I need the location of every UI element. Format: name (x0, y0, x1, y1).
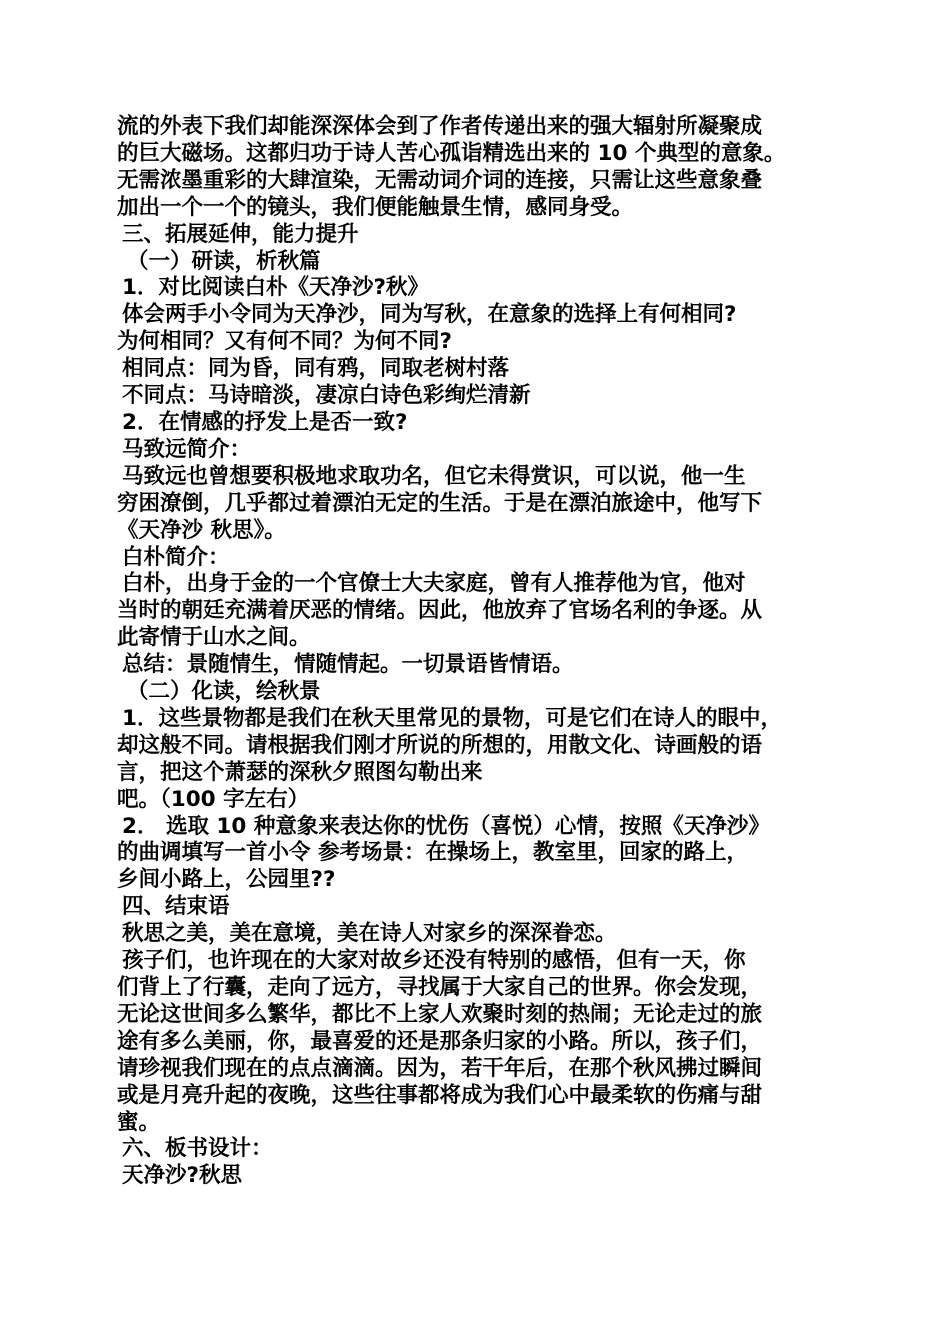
paragraph-line: 们背上了行囊，走向了远方，寻找属于大家自己的世界。你会发现， (117, 975, 763, 1000)
paragraph-line: 当时的朝廷充满着厌恶的情绪。因此，他放弃了官场名利的争逐。从 (117, 598, 763, 624)
paragraph-line: 体会两手小令同为天净沙，同为写秋，在意象的选择上有何相同? (122, 302, 737, 328)
paragraph-line: 秋思之美，美在意境，美在诗人对家乡的深深眷恋。 (122, 921, 617, 947)
document-page (117, 114, 847, 1190)
paragraph-line: 总结：景随情生，情随情起。一切景语皆情语。 (122, 652, 574, 678)
paragraph-line: 无需浓墨重彩的大肆渲染，无需动词介词的连接，只需让这些意象叠 (117, 167, 763, 193)
list-item: 2．在情感的抒发上是否一致? (122, 409, 408, 435)
paragraph-line: 的曲调填写一首小令 参考场景：在操场上，教室里，回家的路上， (117, 840, 748, 866)
list-item: 2． 选取 10 种意象来表达你的忧伤（喜悦）心情，按照《天净沙》 (122, 813, 770, 839)
subsection-heading: （一）研读，析秋篇 (127, 248, 321, 274)
paragraph-line: 或是月亮升起的夜晚，这些往事都将成为我们心中最柔软的伤痛与甜 (117, 1082, 763, 1108)
paragraph-line: 言，把这个萧瑟的深秋夕照图勾勒出来 (117, 759, 483, 785)
paragraph-line: 马致远简介： (122, 436, 252, 462)
paragraph-line: 马致远也曾想要积极地求取功名，但它未得赏识，可以说，他一生 (122, 463, 746, 489)
paragraph-line: 穷困潦倒，几乎都过着漂泊无定的生活。于是在漂泊旅途中，他写下 (117, 490, 763, 516)
paragraph-line: 白朴，出身于金的一个官僚士大夫家庭，曾有人推荐他为官，他对 (122, 571, 746, 597)
paragraph-line: 无论这世间多么繁华，都比不上家人欢聚时刻的热闹；无论走过的旅 (117, 1001, 763, 1027)
paragraph-line: 乡间小路上，公园里?? (117, 867, 336, 893)
section-heading: 三、拓展延伸，能力提升 (122, 221, 359, 247)
paragraph-line: 途有多么美丽，你，最喜爱的还是那条归家的小路。所以，孩子们， (117, 1028, 763, 1054)
paragraph-line: 流的外表下我们却能深深体会到了作者传递出来的强大辐射所凝聚成 (117, 114, 763, 139)
paragraph-line: 天净沙?秋思 (122, 1163, 242, 1189)
paragraph-line: 《天净沙 秋思》。 (117, 517, 286, 543)
section-heading: 四、结束语 (122, 894, 230, 920)
paragraph-line: 白朴简介： (122, 544, 230, 570)
list-item: 1．对比阅读白朴《天净沙?秋》 (122, 275, 429, 301)
paragraph-line: 的巨大磁场。这都归功于诗人苦心孤诣精选出来的 10 个典型的意象。 (117, 140, 786, 166)
paragraph-line: 却这般不同。请根据我们刚才所说的所想的，用散文化、诗画般的语 (117, 732, 763, 758)
paragraph-line: 此寄情于山水之间。 (117, 625, 311, 651)
paragraph-line: 相同点：同为昏，同有鸦，同取老树村落 (122, 356, 510, 382)
paragraph-line: 不同点：马诗暗淡，凄凉白诗色彩绚烂清新 (122, 383, 531, 409)
paragraph-line: 孩子们，也许现在的大家对故乡还没有特别的感悟，但有一天，你 (122, 948, 746, 974)
section-heading: 六、板书设计： (122, 1136, 273, 1162)
paragraph-line: 为何相同？又有何不同？为何不同? (117, 329, 452, 355)
paragraph-line: 吧。（100 字左右） (117, 786, 310, 812)
paragraph-line: 蜜。 (117, 1109, 161, 1135)
subsection-heading: （二）化读，绘秋景 (127, 679, 321, 705)
paragraph-line: 请珍视我们现在的点点滴滴。因为，若干年后，在那个秋风拂过瞬间 (117, 1055, 763, 1081)
paragraph-line: 加出一个一个的镜头，我们便能触景生情，感同身受。 (117, 194, 634, 220)
list-item: 1．这些景物都是我们在秋天里常见的景物，可是它们在诗人的眼中， (122, 705, 782, 731)
